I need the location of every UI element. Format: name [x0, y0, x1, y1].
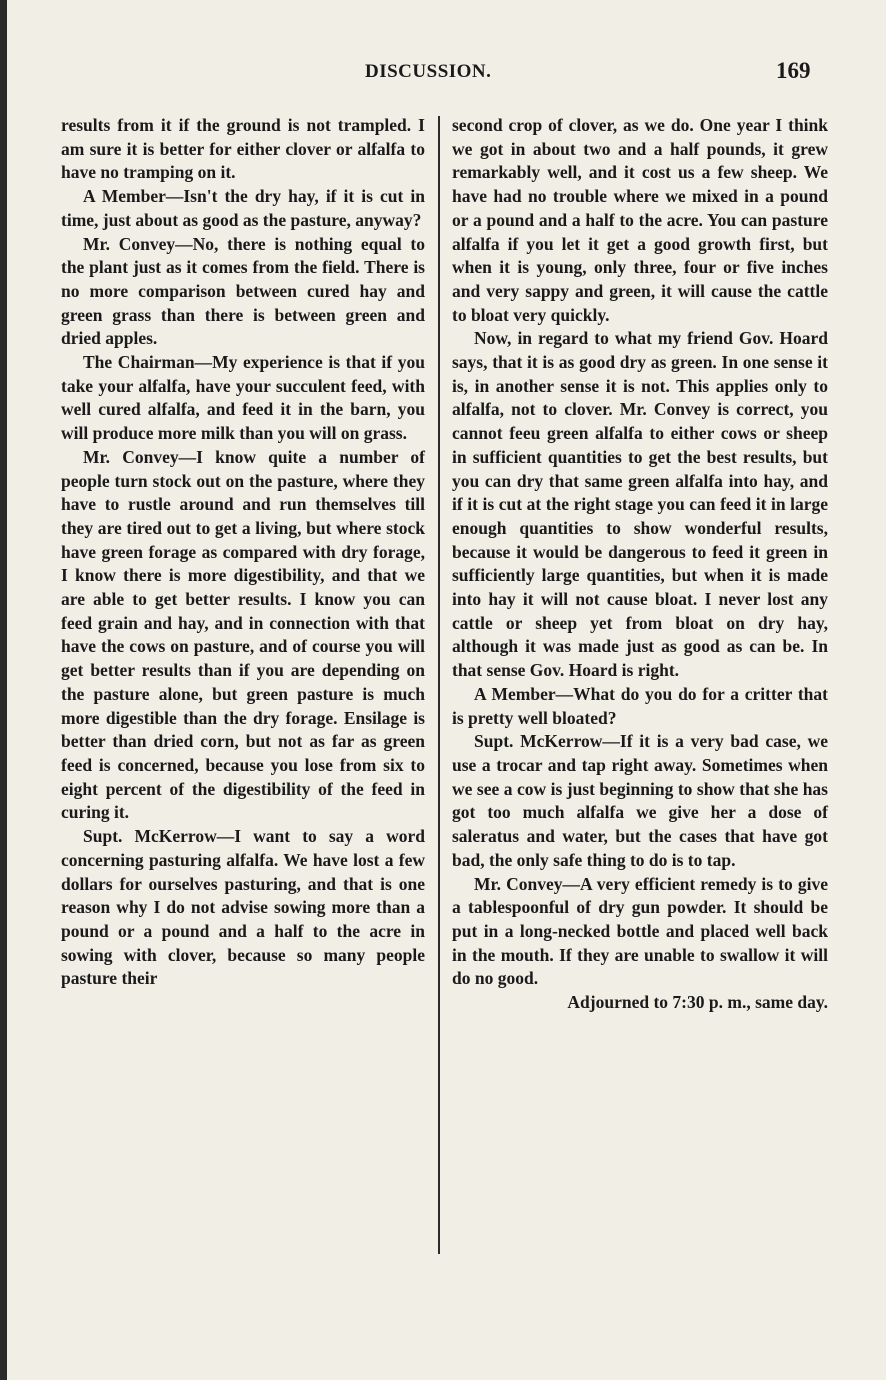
paragraph: Supt. McKerrow—If it is a very bad case, we use a trocar and tap right away. Sometimes when we see a cow is just beginning to show that she has got too much alfalfa we give her a dose of saleratus and water, but the cases that have got bad, the only safe thing to do is to tap. [452, 731, 828, 870]
paragraph: Mr. Convey—No, there is nothing equal to the plant just as it comes from the field. There is no more comparison between cured hay and green grass than there is between green and dried apples. [61, 233, 425, 349]
paragraph: Supt. McKerrow—I want to say a word concerning pasturing alfalfa. We have lost a few dollars for ourselves pasturing, and that is one reason why I do not advise sowing more than a pound or a pound and a half to the acre in sowing with clover, because so many people pasture their [61, 826, 425, 989]
paragraph: Now, in regard to what my friend Gov. Hoard says, that it is as good dry as green. In one sense it is, in another sense it is not. This applies only to alfalfa, not to clover. Mr. Convey is correct, you cannot feeu green alfalfa to either cows or sheep in sufficient quantities to get the best results, but you can dry that same green alfalfa into hay, and if it is cut at the right stage you can feed it in large enough quantities to show wonderful results, because it would be dangerous to feed it green in sufficiently large quantities, but when it is made into hay it will not cause bloat. I never lost any cattle or sheep yet from bloat on dry hay, although it was made just as good as can be. In that sense Gov. Hoard is right. [452, 328, 828, 681]
paragraph: The Chairman—My experience is that if you take your alfalfa, have your succulent feed, with well cured alfalfa, and feed it in the barn, you will produce more milk than you will on grass. [61, 352, 425, 444]
paragraph: A Member—What do you do for a critter that is pretty well bloated? [452, 683, 828, 728]
paragraph: Mr. Convey—I know quite a number of people turn stock out on the pasture, where they have to rustle around and run themselves till they are tired out to get a living, but where stock have green forage as compared with dry forage, I know there is more digestibility, and that we are able to get better results. I know you can feed grain and hay, and in connection with that have the cows on pasture, and of course you will get better results than if you are depending on the pasture alone, but green pasture is much more digestible than the dry forage. Ensilage is better than dried corn, but not as far as green feed is concerned, because you lose from six to eight percent of the digestibility of the feed in curing it. [61, 446, 425, 823]
paragraph: second crop of clover, as we do. One year I think we got in about two and a half pounds, it grew remarkably well, and it cost us a few sheep. We have had no trouble where we mixed in a pound or a pound and a half to the acre. You can pasture alfalfa if you let it get a good growth first, but when it is young, only three, four or five inches and very sappy and green, it will cause the cattle to bloat very quickly. [452, 115, 828, 325]
column-divider [438, 116, 440, 1254]
paragraph: results from it if the ground is not trampled. I am sure it is better for either clover or alfalfa to have no tramping on it. [61, 115, 425, 183]
running-header [0, 58, 886, 88]
page-number: 169 [776, 58, 811, 83]
adjournment-note: Adjourned to 7:30 p. m., same day. [567, 992, 828, 1013]
page-binding-edge [0, 0, 7, 1380]
paragraph: A Member—Isn't the dry hay, if it is cut in time, just about as good as the pasture, anyway? [61, 186, 425, 230]
header-title: DISCUSSION. [365, 61, 492, 82]
left-column [61, 114, 425, 991]
paragraph: Mr. Convey—A very efficient remedy is to give a tablespoonful of dry gun powder. It should be put in a long-necked bottle and placed well back in the mouth. If they are unable to swallow it will do no good. [452, 873, 828, 989]
right-column [452, 114, 828, 1015]
